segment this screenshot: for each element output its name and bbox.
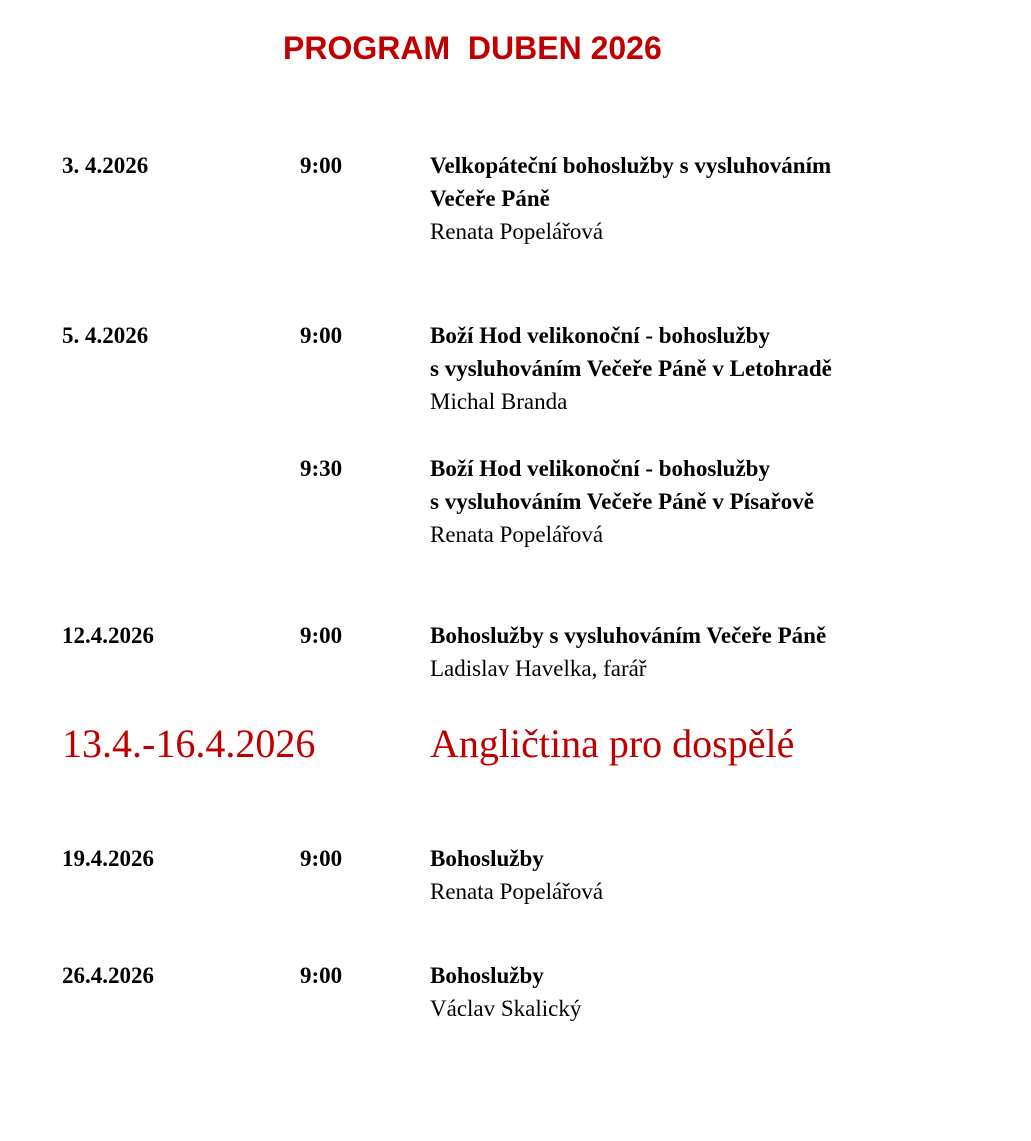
event-date: 3. 4.2026 [62,153,149,178]
event-person: Michal Branda [430,389,568,414]
event-time: 9:00 [300,153,343,178]
event-title-line: Bohoslužby s vysluhováním Večeře Páně [430,623,827,648]
event-title-line: Boží Hod velikonoční - bohoslužby [430,323,770,348]
event-date: 5. 4.2026 [62,323,149,348]
event-person: Ladislav Havelka, farář [430,656,647,681]
event-title-line: s vysluhováním Večeře Páně v Písařově [430,489,814,514]
event-time: 9:00 [300,323,343,348]
event-description [430,959,581,1025]
event-time: 9:00 [300,846,343,871]
event-title-line: Bohoslužby [430,846,544,871]
event-person: Renata Popelářová [430,522,604,547]
event-date: 19.4.2026 [62,846,154,871]
event-description [430,319,832,418]
event-person: Václav Skalický [430,996,582,1021]
event-title-line: s vysluhováním Večeře Páně v Letohradě [430,356,832,381]
course-date: 13.4.-16.4.2026 [62,721,316,766]
event-description [430,842,603,908]
event-description [430,619,826,685]
event-date: 26.4.2026 [62,963,154,988]
event-time: 9:30 [300,456,343,481]
event-time: 9:00 [300,963,343,988]
course-title: Angličtina pro dospělé [430,721,795,766]
event-title-line: Večeře Páně [430,186,550,211]
event-title-line: Velkopáteční bohoslužby s vysluhováním [430,153,832,178]
event-person: Renata Popelářová [430,219,604,244]
event-description [430,149,831,248]
event-date: 12.4.2026 [62,623,154,648]
page-title: PROGRAM DUBEN 2026 [283,30,662,66]
event-title-line: Boží Hod velikonoční - bohoslužby [430,456,770,481]
event-title-line: Bohoslužby [430,963,544,988]
event-time: 9:00 [300,623,343,648]
event-person: Renata Popelářová [430,879,604,904]
event-description [430,452,814,551]
